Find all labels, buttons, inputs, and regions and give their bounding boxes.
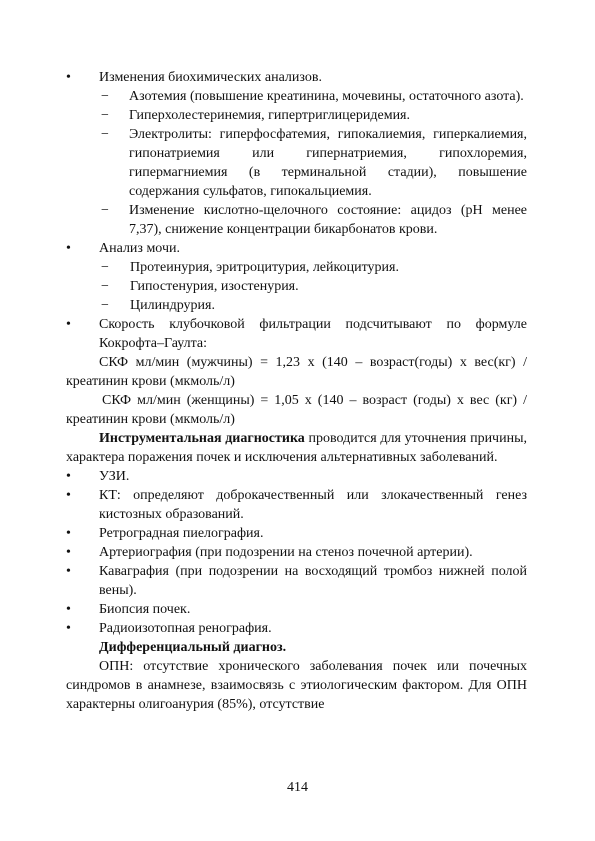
document-page [66, 68, 527, 714]
instrumental-item: • Каваграфия (при подозрении на восходящий тромбоз нижней полой вены). [66, 562, 527, 600]
instrumental-item: • Радиоизотопная ренография. [66, 619, 527, 638]
biochem-item: − Изменение кислотно-щелочного состояние: ацидоз (pH менее 7,37), снижение концентрации бикарбонатов крови. [66, 201, 527, 239]
biochem-item: − Азотемия (повышение креатинина, мочевины, остаточного азота). [66, 87, 527, 106]
instrumental-heading: Инструментальная диагностика [99, 431, 305, 446]
instrumental-item: • КТ: определяют доброкачественный или злокачественный генез кистозных образований. [66, 486, 527, 524]
biochem-list [66, 87, 527, 239]
instrumental-paragraph [66, 429, 527, 467]
page-number: 414 [287, 780, 308, 795]
instrumental-item: • Биопсия почек. [66, 600, 527, 619]
urine-item: − Гипостенурия, изостенурия. [66, 277, 527, 296]
instrumental-item: • УЗИ. [66, 467, 527, 486]
biochem-item: − Гиперхолестеринемия, гипертриглицеридемия. [66, 106, 527, 125]
bullet-gfr [66, 315, 527, 353]
gfr-title: Скорость клубочковой фильтрации подсчитывают по формуле Кокрофта–Гаулта: [99, 317, 527, 351]
biochem-title: Изменения биохимических анализов. [99, 70, 322, 85]
bullet-biochem [66, 68, 527, 87]
biochem-item: − Электролиты: гиперфосфатемия, гипокалиемия, гиперкалиемия, гипонатриемия или гипернатриемия, гипохлоремия, гипермагниемия (в терминальной стадии), повышение содержания сульфатов, гипокальциемия. [66, 125, 527, 201]
urine-title: Анализ мочи. [99, 241, 180, 256]
differential-heading: Дифференциальный диагноз. [99, 640, 287, 655]
instrumental-item: • Артериография (при подозрении на стеноз почечной артерии). [66, 543, 527, 562]
instrumental-text: проводится для уточнения причины, характера поражения почек и исключения альтернативных заболеваний. [66, 431, 527, 465]
urine-item: − Цилиндрурия. [66, 296, 527, 315]
bullet-urine [66, 239, 527, 258]
differential-text: ОПН: отсутствие хронического заболевания почек или почечных синдромов в анамнезе, взаимосвязь с этиологическим фактором. Для ОПН характерны олигоанурия (85%), отсутствие [66, 659, 527, 712]
formula-male: СКФ мл/мин (мужчины) = 1,23 х (140 – возраст(годы) х вес(кг) / креатинин крови (мкмоль/л) [66, 355, 527, 389]
formula-female: СКФ мл/мин (женщины) = 1,05 х (140 – возраст (годы) х вес (кг) /креатинин крови (мкмоль/л) [66, 393, 527, 427]
urine-list [66, 258, 527, 315]
instrumental-item: • Ретроградная пиелография. [66, 524, 527, 543]
urine-item: − Протеинурия, эритроцитурия, лейкоцитурия. [66, 258, 527, 277]
